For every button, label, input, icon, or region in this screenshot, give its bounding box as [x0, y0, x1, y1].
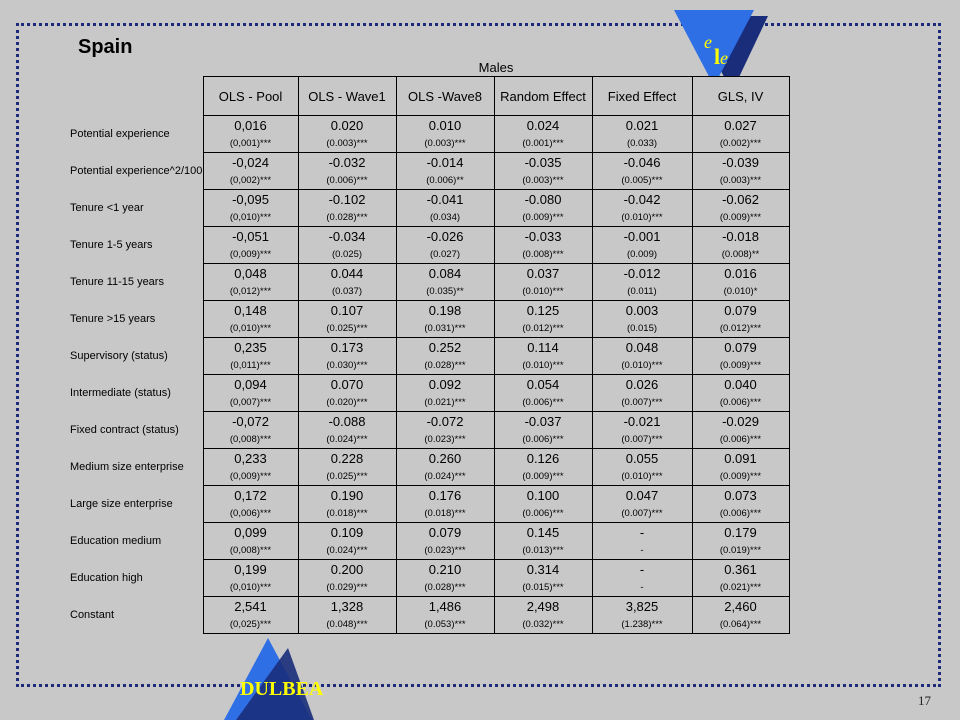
- page-title: Spain: [78, 36, 133, 58]
- coefficient-cell: 2,498: [494, 597, 592, 616]
- table-row: [70, 301, 789, 320]
- row-label: Education high: [70, 572, 143, 584]
- column-header: OLS - Pool: [203, 77, 298, 116]
- coefficient-cell: 0.044: [298, 264, 396, 283]
- std-error-cell: (1.238)***: [592, 615, 692, 634]
- std-error-cell: (0.015): [592, 319, 692, 338]
- coefficient-cell: 0.024: [494, 116, 592, 135]
- column-header: OLS - Wave1: [298, 77, 396, 116]
- coefficient-cell: 0.200: [298, 560, 396, 579]
- table-row: [70, 560, 789, 579]
- coefficient-cell: -0.046: [592, 153, 692, 172]
- column-header: Fixed Effect: [592, 77, 692, 116]
- coefficient-cell: -0,095: [203, 190, 298, 209]
- coefficient-cell: 1,328: [298, 597, 396, 616]
- std-error-cell: (0.008)***: [494, 245, 592, 264]
- std-error-cell: (0.024)***: [298, 430, 396, 449]
- coefficient-cell: 0.079: [692, 301, 789, 320]
- table-row: [70, 264, 789, 283]
- dulbea-logo: [208, 634, 328, 720]
- coefficient-cell: 0.100: [494, 486, 592, 505]
- coefficient-cell: 0,016: [203, 116, 298, 135]
- std-error-cell: (0,007)***: [203, 393, 298, 412]
- coefficient-cell: 0.003: [592, 301, 692, 320]
- column-header: GLS, IV: [692, 77, 789, 116]
- std-error-cell: (0.009)***: [692, 208, 789, 227]
- coefficient-cell: -0.034: [298, 227, 396, 246]
- coefficient-cell: 0,235: [203, 338, 298, 357]
- coefficient-cell: 0,099: [203, 523, 298, 542]
- std-error-cell: (0.010)***: [592, 467, 692, 486]
- coefficient-cell: 0.173: [298, 338, 396, 357]
- std-error-cell: (0.028)***: [396, 356, 494, 375]
- std-error-cell: (0.019)***: [692, 541, 789, 560]
- table-row: [70, 412, 789, 431]
- std-error-cell: (0.024)***: [298, 541, 396, 560]
- row-label: Tenure 1-5 years: [70, 239, 153, 251]
- coefficient-cell: 0,199: [203, 560, 298, 579]
- std-error-cell: (0.006)**: [396, 171, 494, 190]
- coefficient-cell: 0.016: [692, 264, 789, 283]
- coefficient-cell: -0.072: [396, 412, 494, 431]
- coefficient-cell: 0.091: [692, 449, 789, 468]
- coefficient-cell: 0.107: [298, 301, 396, 320]
- coefficient-cell: -0.042: [592, 190, 692, 209]
- row-label: Fixed contract (status): [70, 424, 179, 436]
- coefficient-cell: 0.210: [396, 560, 494, 579]
- std-error-cell: (0.003)***: [494, 171, 592, 190]
- coefficient-cell: 0,148: [203, 301, 298, 320]
- std-error-cell: (0.006)***: [692, 504, 789, 523]
- coefficient-cell: 0.125: [494, 301, 592, 320]
- page-number: 17: [918, 693, 931, 708]
- std-error-cell: (0.009)***: [692, 467, 789, 486]
- logo-letter-3: e: [720, 48, 728, 68]
- coefficient-cell: 0.190: [298, 486, 396, 505]
- coefficient-cell: -0,024: [203, 153, 298, 172]
- coefficient-cell: -0.001: [592, 227, 692, 246]
- table-row: [70, 486, 789, 505]
- row-label: Tenure 11-15 years: [70, 276, 164, 288]
- coefficient-cell: 0.361: [692, 560, 789, 579]
- coefficient-cell: 0.070: [298, 375, 396, 394]
- coefficient-cell: -0.012: [592, 264, 692, 283]
- std-error-cell: (0.034): [396, 208, 494, 227]
- logo-letter-1: e: [704, 32, 712, 52]
- table-row: [70, 190, 789, 209]
- std-error-cell: (0.030)***: [298, 356, 396, 375]
- coefficient-cell: 0.048: [592, 338, 692, 357]
- coefficient-cell: 0.020: [298, 116, 396, 135]
- std-error-cell: (0.003)***: [298, 134, 396, 153]
- coefficient-cell: 0.079: [692, 338, 789, 357]
- row-label: Tenure >15 years: [70, 313, 156, 325]
- std-error-cell: (0.010)***: [494, 282, 592, 301]
- std-error-cell: (0.037): [298, 282, 396, 301]
- std-error-cell: (0.006)***: [494, 393, 592, 412]
- coefficient-cell: 0.010: [396, 116, 494, 135]
- std-error-cell: (0.011): [592, 282, 692, 301]
- coefficient-cell: -0.037: [494, 412, 592, 431]
- std-error-cell: (0,009)***: [203, 467, 298, 486]
- coefficient-cell: -0.014: [396, 153, 494, 172]
- coefficient-cell: 0.021: [592, 116, 692, 135]
- coefficient-cell: -: [592, 560, 692, 579]
- std-error-cell: (0,025)***: [203, 615, 298, 634]
- coefficient-cell: 0.109: [298, 523, 396, 542]
- std-error-cell: (0.025)***: [298, 319, 396, 338]
- std-error-cell: (0.009): [592, 245, 692, 264]
- dulbea-brand: DULBEA: [240, 678, 324, 700]
- coefficient-cell: 0.047: [592, 486, 692, 505]
- std-error-cell: (0.023)***: [396, 541, 494, 560]
- std-error-cell: (0.012)***: [692, 319, 789, 338]
- column-header: OLS -Wave8: [396, 77, 494, 116]
- coefficient-cell: 0.027: [692, 116, 789, 135]
- std-error-cell: (0.023)***: [396, 430, 494, 449]
- regression-table: [70, 59, 790, 634]
- std-error-cell: (0.025)***: [298, 467, 396, 486]
- std-error-cell: (0,002)***: [203, 171, 298, 190]
- coefficient-cell: -0.062: [692, 190, 789, 209]
- std-error-cell: (0.028)***: [396, 578, 494, 597]
- std-error-cell: (0.007)***: [592, 430, 692, 449]
- std-error-cell: (0.010)*: [692, 282, 789, 301]
- coefficient-cell: 0.145: [494, 523, 592, 542]
- std-error-cell: (0.009)***: [692, 356, 789, 375]
- coefficient-cell: 1,486: [396, 597, 494, 616]
- std-error-cell: (0,010)***: [203, 578, 298, 597]
- coefficient-cell: -0.039: [692, 153, 789, 172]
- coefficient-cell: -0.026: [396, 227, 494, 246]
- row-label: Large size enterprise: [70, 498, 173, 510]
- coefficient-cell: 0.055: [592, 449, 692, 468]
- std-error-cell: (0.024)***: [396, 467, 494, 486]
- coefficient-cell: 0.079: [396, 523, 494, 542]
- coefficient-cell: 3,825: [592, 597, 692, 616]
- std-error-cell: (0.048)***: [298, 615, 396, 634]
- coefficient-cell: -0,051: [203, 227, 298, 246]
- std-error-cell: (0.013)***: [494, 541, 592, 560]
- coefficient-cell: 0.252: [396, 338, 494, 357]
- std-error-cell: (0.064)***: [692, 615, 789, 634]
- std-error-cell: -: [592, 578, 692, 597]
- coefficient-cell: 2,541: [203, 597, 298, 616]
- std-error-cell: (0.010)***: [494, 356, 592, 375]
- std-error-cell: -: [592, 541, 692, 560]
- coefficient-cell: -0.032: [298, 153, 396, 172]
- std-error-cell: (0.018)***: [298, 504, 396, 523]
- std-error-cell: (0.020)***: [298, 393, 396, 412]
- coefficient-cell: 0.198: [396, 301, 494, 320]
- std-error-cell: (0,008)***: [203, 541, 298, 560]
- coefficient-cell: -: [592, 523, 692, 542]
- coefficient-cell: -0.029: [692, 412, 789, 431]
- std-error-cell: (0.003)***: [692, 171, 789, 190]
- std-error-cell: (0.006)***: [692, 393, 789, 412]
- coefficient-cell: 0,233: [203, 449, 298, 468]
- table-row: [70, 449, 789, 468]
- std-error-cell: (0,009)***: [203, 245, 298, 264]
- row-label: Potential experience: [70, 128, 170, 140]
- std-error-cell: (0,008)***: [203, 430, 298, 449]
- coefficient-cell: 0.084: [396, 264, 494, 283]
- std-error-cell: (0.012)***: [494, 319, 592, 338]
- std-error-cell: (0.025): [298, 245, 396, 264]
- coefficient-cell: -0.102: [298, 190, 396, 209]
- coefficient-cell: 0.314: [494, 560, 592, 579]
- coefficient-cell: -0.035: [494, 153, 592, 172]
- std-error-cell: (0.018)***: [396, 504, 494, 523]
- coefficient-cell: 0,172: [203, 486, 298, 505]
- std-error-cell: (0,010)***: [203, 319, 298, 338]
- row-label: Intermediate (status): [70, 387, 171, 399]
- coefficient-cell: -0,072: [203, 412, 298, 431]
- std-error-cell: (0.031)***: [396, 319, 494, 338]
- coefficient-cell: 0.114: [494, 338, 592, 357]
- coefficient-cell: -0.033: [494, 227, 592, 246]
- std-error-cell: (0.009)***: [494, 467, 592, 486]
- coefficient-cell: 0.026: [592, 375, 692, 394]
- std-error-cell: (0,006)***: [203, 504, 298, 523]
- table-row: [70, 597, 789, 616]
- std-error-cell: (0.032)***: [494, 615, 592, 634]
- coefficient-cell: 0.179: [692, 523, 789, 542]
- std-error-cell: (0.033): [592, 134, 692, 153]
- table-row: [70, 116, 789, 135]
- std-error-cell: (0,010)***: [203, 208, 298, 227]
- std-error-cell: (0.010)***: [592, 356, 692, 375]
- coefficient-cell: 0.260: [396, 449, 494, 468]
- std-error-cell: (0.006)***: [494, 430, 592, 449]
- coefficient-cell: 2,460: [692, 597, 789, 616]
- coefficient-cell: -0.088: [298, 412, 396, 431]
- std-error-cell: (0.006)***: [692, 430, 789, 449]
- coefficient-cell: -0.080: [494, 190, 592, 209]
- row-label: Medium size enterprise: [70, 461, 184, 473]
- coefficient-cell: 0,094: [203, 375, 298, 394]
- std-error-cell: (0.015)***: [494, 578, 592, 597]
- std-error-cell: (0.001)***: [494, 134, 592, 153]
- coefficient-cell: 0,048: [203, 264, 298, 283]
- logo-letter-2: l: [714, 44, 721, 69]
- std-error-cell: (0,011)***: [203, 356, 298, 375]
- coefficient-cell: 0.054: [494, 375, 592, 394]
- std-error-cell: (0.009)***: [494, 208, 592, 227]
- coefficient-cell: 0.176: [396, 486, 494, 505]
- std-error-cell: (0.007)***: [592, 393, 692, 412]
- std-error-cell: (0.053)***: [396, 615, 494, 634]
- std-error-cell: (0.007)***: [592, 504, 692, 523]
- row-label: Education medium: [70, 535, 162, 547]
- coefficient-cell: -0.018: [692, 227, 789, 246]
- std-error-cell: (0.029)***: [298, 578, 396, 597]
- coefficient-cell: 0.228: [298, 449, 396, 468]
- std-error-cell: (0.005)***: [592, 171, 692, 190]
- row-label: Constant: [70, 609, 115, 621]
- coefficient-cell: 0.040: [692, 375, 789, 394]
- coefficient-cell: -0.041: [396, 190, 494, 209]
- coefficient-cell: 0.073: [692, 486, 789, 505]
- std-error-cell: (0,012)***: [203, 282, 298, 301]
- table-row: [70, 227, 789, 246]
- coefficient-cell: -0.021: [592, 412, 692, 431]
- column-header: Random Effect: [494, 77, 592, 116]
- std-error-cell: (0.021)***: [396, 393, 494, 412]
- std-error-cell: (0,001)***: [203, 134, 298, 153]
- table-row: [70, 153, 789, 172]
- std-error-cell: (0.035)**: [396, 282, 494, 301]
- std-error-cell: (0.008)**: [692, 245, 789, 264]
- coefficient-cell: 0.092: [396, 375, 494, 394]
- std-error-cell: (0.006)***: [298, 171, 396, 190]
- std-error-cell: (0.021)***: [692, 578, 789, 597]
- std-error-cell: (0.006)***: [494, 504, 592, 523]
- group-header: Males: [478, 60, 514, 75]
- coefficient-cell: 0.037: [494, 264, 592, 283]
- table-row: [70, 338, 789, 357]
- row-label: Supervisory (status): [70, 350, 168, 362]
- row-label: Potential experience^2/100: [70, 165, 203, 177]
- row-label: Tenure <1 year: [70, 202, 144, 214]
- std-error-cell: (0.028)***: [298, 208, 396, 227]
- table-row: [70, 375, 789, 394]
- std-error-cell: (0.002)***: [692, 134, 789, 153]
- std-error-cell: (0.010)***: [592, 208, 692, 227]
- table-row: [70, 523, 789, 542]
- std-error-cell: (0.027): [396, 245, 494, 264]
- coefficient-cell: 0.126: [494, 449, 592, 468]
- std-error-cell: (0.003)***: [396, 134, 494, 153]
